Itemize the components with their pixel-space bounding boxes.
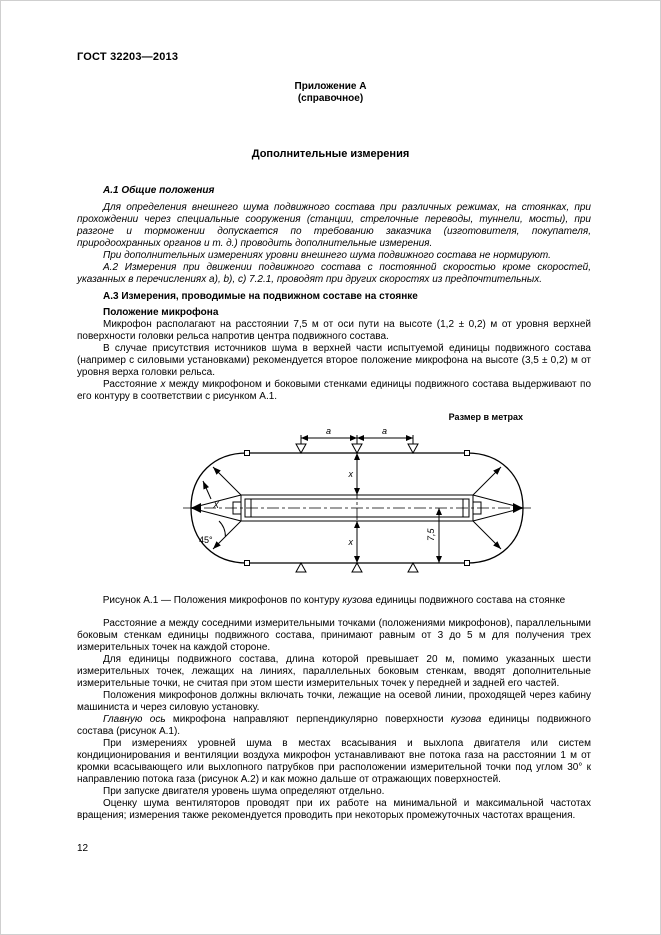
dim-label-7-5: 7,5 bbox=[426, 528, 436, 541]
page-number: 12 bbox=[77, 843, 89, 854]
subheading-microphone-position: Положение микрофона bbox=[103, 307, 219, 318]
paragraph-mic-distance: Микрофон располагают на расстоянии 7,5 м от оси пути на высоте (1,2 ± 0,2) м от уровня верхней поверхности головки рельса напротив центра подвижного состава. bbox=[77, 319, 591, 342]
text-part: единицы подвижного состава (рисунок А.1). bbox=[77, 714, 591, 737]
dim-label-45deg: 45° bbox=[199, 535, 213, 545]
doc-number: ГОСТ 32203—2013 bbox=[77, 51, 179, 63]
text-part-italic: х bbox=[160, 379, 166, 390]
text-part-italic: кузова bbox=[450, 714, 482, 725]
dim-label-x-bottom: х bbox=[348, 537, 353, 547]
paragraph-general-2: При дополнительных измерениях уровни внешнего шума подвижного состава не нормируют. bbox=[103, 250, 551, 261]
paragraph-mic-axis bbox=[77, 714, 591, 738]
section-heading-a3: А.3 Измерения, проводимые на подвижном составе на стоянке bbox=[103, 291, 418, 302]
dimension-labels bbox=[199, 426, 436, 547]
dim-label-a-left: а bbox=[326, 426, 332, 436]
dim-label-x-diagonal: X bbox=[213, 500, 220, 510]
text-part: микрофона направляют перпендикулярно поверхности bbox=[165, 714, 451, 725]
paragraph-long-unit: Для единицы подвижного состава, длина которой превышает 20 м, помимо указанных шести измерительных точек, лежащих на линиях, параллельных боковым стенкам, вводят дополнительные измерительные точки, не считая при этом шести измерительных точек у передней и задней его частей. bbox=[77, 654, 591, 689]
section-heading-a1: А.1 Общие положения bbox=[103, 185, 215, 196]
dim-label-x-top: х bbox=[348, 469, 353, 479]
figure-caption bbox=[77, 595, 591, 607]
annex-heading bbox=[1, 81, 660, 105]
text-part-italic: Главную ось bbox=[103, 714, 166, 725]
annex-line-1: Приложение А bbox=[294, 81, 367, 92]
paragraph-engine-start: При запуске двигателя уровень шума определяют отдельно. bbox=[103, 786, 385, 797]
text-part: Расстояние bbox=[103, 618, 161, 629]
figure-a1 bbox=[177, 411, 547, 585]
paragraph-distance-a bbox=[77, 618, 591, 654]
text-part-italic: кузова bbox=[342, 595, 373, 606]
text-part: Рисунок А.1 — Положения микрофонов по контуру bbox=[102, 595, 343, 606]
paragraph-mic-second-position: В случае присутствия источников шума в верхней части испытуемой единицы подвижного состава (например с силовыми установками) рекомендуется второе положение микрофона на высоте (3,5 ± 0,2) м от уровня верха головки рельса. bbox=[77, 343, 591, 378]
text-part: Расстояние bbox=[103, 379, 161, 390]
figure-a1-diagram bbox=[177, 411, 537, 581]
paragraph-intake-exhaust: При измерениях уровней шума в местах всасывания и выхлопа двигателя или систем кондиционирования и вентиляции воздуха микрофон устанавливают вне потока газа на расстоянии 1 м от кромки всасывающего или выхлопного патрубков при расположении измерительной точки под углом 30° к направлению потока газа (рисунок А.2) и как можно дальше от отражающих поверхностей. bbox=[77, 738, 591, 785]
text-part-italic: а bbox=[160, 618, 166, 629]
figure-units-label: Размер в метрах bbox=[448, 412, 523, 422]
paragraph-axis-points: Положения микрофонов должны включать точки, лежащие на осевой линии, проходящей через кабину машиниста и через силовую установку. bbox=[77, 690, 591, 713]
paragraph-distance-x bbox=[77, 379, 591, 403]
text-part: между соседними измерительными точками (положениями микрофонов), параллельными боковым стенкам единицы подвижного состава, принимают равным от 3 до 5 м для получения трех измерительных точек на каждой стороне. bbox=[77, 618, 591, 653]
paragraph-a2: А.2 Измерения при движении подвижного состава с постоянной скоростью кроме скоростей, указанных в перечислениях а), b), с) 7.2.1, проводят при других скоростях из предпочтительных. bbox=[77, 262, 591, 285]
text-part: между микрофоном и боковыми стенками единицы подвижного состава выдерживают по его контуру в соответствии с рисунком А.1. bbox=[77, 379, 592, 402]
document-body bbox=[77, 185, 591, 822]
paragraph-fan-noise: Оценку шума вентиляторов проводят при их работе на минимальной и максимальной частотах вращения; измерения также рекомендуется проводить при некоторых промежуточных частотах вращения. bbox=[77, 798, 591, 821]
dim-label-a-right: а bbox=[382, 426, 388, 436]
document-title: Дополнительные измерения bbox=[251, 148, 410, 160]
annex-line-2: (справочное) bbox=[297, 93, 364, 104]
paragraph-general-1: Для определения внешнего шума подвижного состава при различных режимах, на стоянках, при прохождении через специальные сооружения (станции, стрелочные переводы, туннели, мосты), при разгоне и торможении допускается по требованию заказчика (изготовителя, покупателя, природоохранных органов и т. д.) проводить дополнительные измерения. bbox=[77, 202, 591, 249]
text-part: единицы подвижного состава на стоянке bbox=[372, 595, 566, 606]
